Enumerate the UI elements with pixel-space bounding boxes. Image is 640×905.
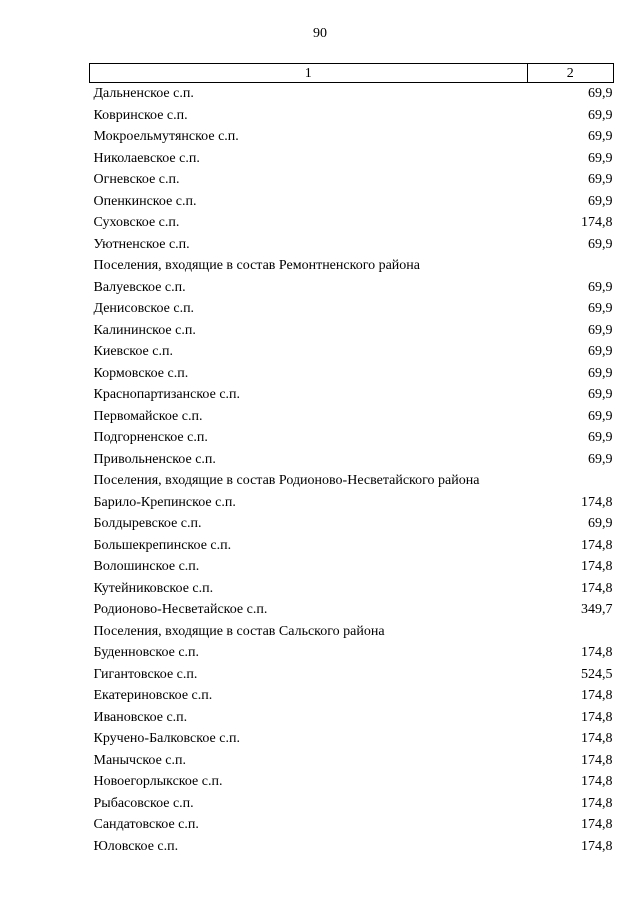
table-row bbox=[90, 556, 614, 578]
data-table bbox=[89, 63, 614, 857]
settlement-value: 174,8 bbox=[581, 838, 613, 854]
section-heading: Поселения, входящие в состав Ремонтненского района bbox=[93, 258, 420, 273]
settlement-value: 69,9 bbox=[588, 172, 613, 187]
settlement-value: 69,9 bbox=[588, 129, 613, 144]
table-row bbox=[90, 664, 614, 686]
table-row bbox=[90, 449, 614, 471]
settlement-value: 174,8 bbox=[581, 709, 613, 725]
settlement-name: Большекрепинское с.п. bbox=[93, 537, 232, 553]
table-row bbox=[90, 836, 614, 858]
settlement-name: Подгорненское с.п. bbox=[93, 430, 208, 445]
settlement-name: Уютненское с.п. bbox=[93, 236, 190, 252]
settlement-name: Барило-Крепинское с.п. bbox=[93, 494, 236, 510]
settlement-value: 174,8 bbox=[581, 817, 613, 832]
section-heading-row bbox=[90, 255, 614, 277]
table-row bbox=[90, 492, 614, 514]
table-row bbox=[90, 685, 614, 707]
settlement-value: 69,9 bbox=[588, 430, 613, 445]
settlement-value: 69,9 bbox=[588, 387, 613, 402]
table-row bbox=[90, 771, 614, 793]
section-heading: Поселения, входящие в состав Родионово-Несветайского района bbox=[93, 473, 480, 488]
section-heading: Поселения, входящие в состав Сальского района bbox=[93, 623, 385, 639]
settlement-value: 69,9 bbox=[588, 86, 613, 101]
table-row bbox=[90, 599, 614, 621]
table-body bbox=[90, 83, 614, 858]
settlement-name: Юловское с.п. bbox=[93, 838, 179, 854]
settlement-name: Огневское с.п. bbox=[93, 172, 180, 187]
table-row bbox=[90, 105, 614, 127]
header-row bbox=[90, 64, 614, 83]
settlement-name: Киевское с.п. bbox=[93, 344, 173, 359]
settlement-name: Кутейниковское с.п. bbox=[93, 580, 214, 596]
settlement-name: Мокроельмутянское с.п. bbox=[93, 129, 239, 144]
settlement-value: 174,8 bbox=[581, 494, 613, 510]
settlement-value: 69,9 bbox=[588, 451, 613, 467]
table-header bbox=[90, 64, 614, 83]
table-row bbox=[90, 234, 614, 256]
settlement-name: Родионово-Несветайское с.п. bbox=[93, 602, 268, 617]
table-row bbox=[90, 320, 614, 342]
settlement-name: Опенкинское с.п. bbox=[93, 193, 197, 209]
table-row bbox=[90, 814, 614, 836]
settlement-value: 69,9 bbox=[588, 107, 613, 123]
settlement-value bbox=[527, 470, 613, 492]
table-row bbox=[90, 513, 614, 535]
table-row bbox=[90, 384, 614, 406]
section-heading-row bbox=[90, 470, 614, 492]
table-row bbox=[90, 212, 614, 234]
table-row bbox=[90, 793, 614, 815]
settlement-value: 174,8 bbox=[581, 645, 613, 660]
settlement-value: 69,9 bbox=[588, 344, 613, 359]
settlement-value: 69,9 bbox=[588, 193, 613, 209]
table-row bbox=[90, 427, 614, 449]
table-row bbox=[90, 298, 614, 320]
settlement-value: 174,8 bbox=[581, 537, 613, 553]
settlement-value: 349,7 bbox=[581, 602, 613, 617]
page-number: 90 bbox=[313, 26, 327, 41]
settlement-name: Ивановское с.п. bbox=[93, 709, 188, 725]
settlement-value bbox=[527, 621, 613, 643]
settlement-name: Денисовское с.п. bbox=[93, 301, 195, 316]
settlement-value: 174,8 bbox=[581, 559, 613, 574]
column-header-2: 2 bbox=[527, 64, 613, 83]
settlement-name: Манычское с.п. bbox=[93, 752, 186, 768]
settlement-name: Екатериновское с.п. bbox=[93, 688, 213, 703]
settlement-value: 69,9 bbox=[588, 301, 613, 316]
settlement-name: Калининское с.п. bbox=[93, 322, 196, 338]
settlement-value: 174,8 bbox=[581, 774, 613, 789]
table-row bbox=[90, 83, 614, 105]
settlement-value: 174,8 bbox=[581, 580, 613, 596]
settlement-value bbox=[527, 255, 613, 277]
table-row bbox=[90, 341, 614, 363]
settlement-name: Новоегорлыкское с.п. bbox=[93, 774, 223, 789]
settlement-value: 69,9 bbox=[588, 150, 613, 166]
settlement-name: Кормовское с.п. bbox=[93, 365, 189, 381]
settlement-value: 69,9 bbox=[588, 408, 613, 424]
settlement-name: Кручено-Балковское с.п. bbox=[93, 731, 240, 746]
settlement-name: Первомайское с.п. bbox=[93, 408, 203, 424]
settlement-name: Буденновское с.п. bbox=[93, 645, 200, 660]
settlement-name: Суховское с.п. bbox=[93, 215, 180, 230]
settlement-value: 69,9 bbox=[588, 236, 613, 252]
settlement-name: Ковринское с.п. bbox=[93, 107, 188, 123]
table-row bbox=[90, 578, 614, 600]
settlement-value: 174,8 bbox=[581, 731, 613, 746]
table-row bbox=[90, 277, 614, 299]
table-row bbox=[90, 707, 614, 729]
settlement-value: 69,9 bbox=[588, 279, 613, 295]
settlement-value: 524,5 bbox=[581, 666, 613, 682]
settlement-value: 69,9 bbox=[588, 365, 613, 381]
settlement-value: 174,8 bbox=[581, 215, 613, 230]
table-row bbox=[90, 126, 614, 148]
table-row bbox=[90, 191, 614, 213]
settlement-value: 174,8 bbox=[581, 752, 613, 768]
section-heading-row bbox=[90, 621, 614, 643]
table-row bbox=[90, 169, 614, 191]
table-row bbox=[90, 750, 614, 772]
table-row bbox=[90, 728, 614, 750]
column-header-1: 1 bbox=[90, 64, 528, 83]
settlement-name: Сандатовское с.п. bbox=[93, 817, 199, 832]
settlement-name: Привольненское с.п. bbox=[93, 451, 216, 467]
table-row bbox=[90, 406, 614, 428]
settlement-name: Гигантовское с.п. bbox=[93, 666, 198, 682]
table-row bbox=[90, 363, 614, 385]
settlement-name: Болдыревское с.п. bbox=[93, 516, 202, 531]
settlement-name: Валуевское с.п. bbox=[93, 279, 186, 295]
settlement-name: Краснопартизанское с.п. bbox=[93, 387, 241, 402]
settlement-name: Дальненское с.п. bbox=[93, 86, 194, 101]
settlement-value: 174,8 bbox=[581, 795, 613, 811]
table-row bbox=[90, 642, 614, 664]
table-row bbox=[90, 535, 614, 557]
table-row bbox=[90, 148, 614, 170]
settlement-name: Волошинское с.п. bbox=[93, 559, 200, 574]
settlement-name: Николаевское с.п. bbox=[93, 150, 200, 166]
settlement-value: 69,9 bbox=[588, 322, 613, 338]
settlement-value: 69,9 bbox=[588, 516, 613, 531]
settlement-value: 174,8 bbox=[581, 688, 613, 703]
settlement-name: Рыбасовское с.п. bbox=[93, 795, 194, 811]
